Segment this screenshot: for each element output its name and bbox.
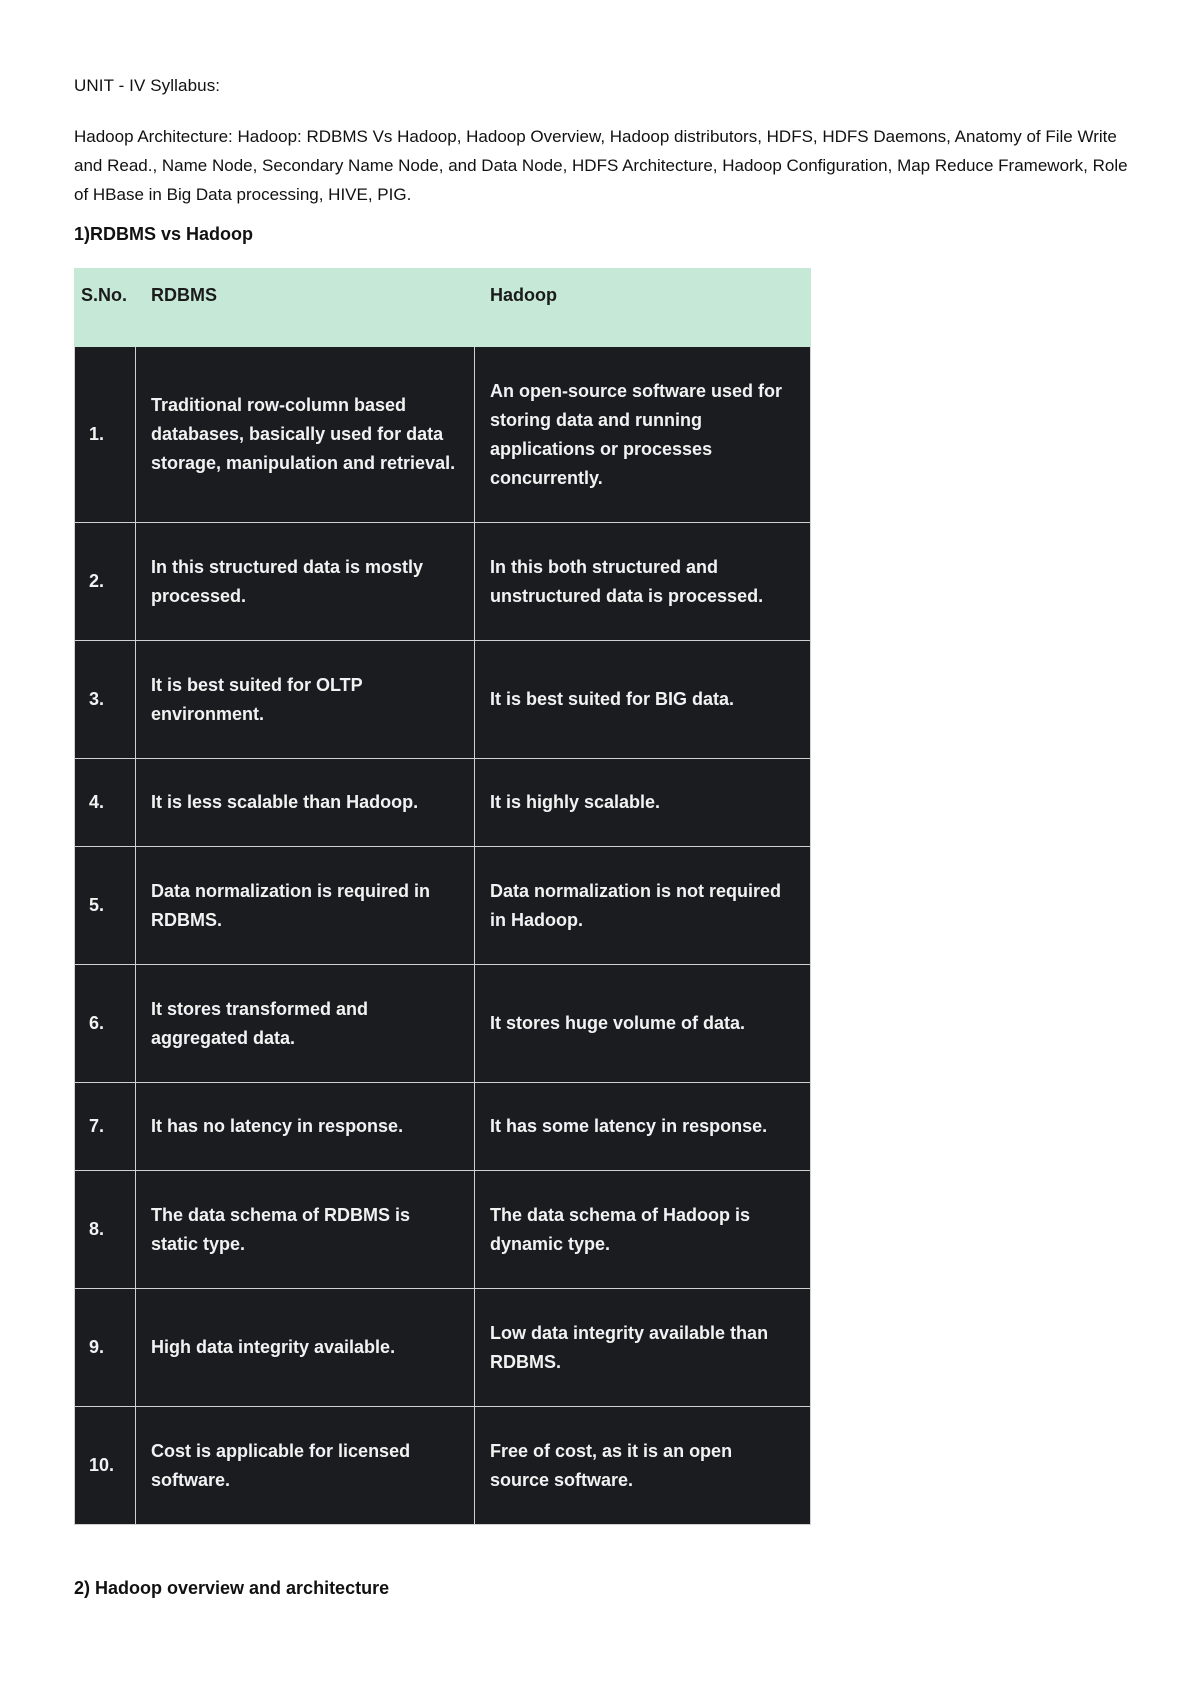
- cell-serial-number: 1.: [75, 347, 136, 523]
- cell-hadoop: It stores huge volume of data.: [475, 965, 811, 1083]
- cell-rdbms: It stores transformed and aggregated data.: [136, 965, 475, 1083]
- table-row: [75, 641, 811, 759]
- table-row: [75, 1171, 811, 1289]
- cell-serial-number: 7.: [75, 1083, 136, 1171]
- syllabus-paragraph: Hadoop Architecture: Hadoop: RDBMS Vs Hadoop, Hadoop Overview, Hadoop distributors, HDFS, HDFS Daemons, Anatomy of File Write and Read., Name Node, Secondary Name Node, and Data Node, HDFS Architecture, Hadoop Configuration, Map Reduce Framework, Role of HBase in Big Data processing, HIVE, PIG.: [74, 127, 1128, 204]
- cell-serial-number: 2.: [75, 523, 136, 641]
- cell-hadoop: Free of cost, as it is an open source software.: [475, 1407, 811, 1525]
- cell-rdbms: High data integrity available.: [136, 1289, 475, 1407]
- table-row: [75, 965, 811, 1083]
- cell-serial-number: 9.: [75, 1289, 136, 1407]
- cell-rdbms: It is best suited for OLTP environment.: [136, 641, 475, 759]
- section-heading-hadoop-overview: 2) Hadoop overview and architecture: [74, 1578, 390, 1598]
- cell-rdbms: Traditional row-column based databases, basically used for data storage, manipulation and retrieval.: [136, 347, 475, 523]
- header-rdbms: RDBMS: [136, 269, 475, 347]
- cell-serial-number: 5.: [75, 847, 136, 965]
- cell-hadoop: It is highly scalable.: [475, 759, 811, 847]
- table-row: [75, 347, 811, 523]
- table-row: [75, 759, 811, 847]
- header-serial-number: S.No.: [75, 269, 136, 347]
- cell-rdbms: Data normalization is required in RDBMS.: [136, 847, 475, 965]
- cell-rdbms: Cost is applicable for licensed software.: [136, 1407, 475, 1525]
- table-row: [75, 523, 811, 641]
- table-row: [75, 847, 811, 965]
- cell-serial-number: 8.: [75, 1171, 136, 1289]
- table-row: [75, 1289, 811, 1407]
- cell-serial-number: 4.: [75, 759, 136, 847]
- table-row: [75, 1083, 811, 1171]
- unit-heading: UNIT - IV Syllabus:: [74, 76, 221, 95]
- cell-rdbms: The data schema of RDBMS is static type.: [136, 1171, 475, 1289]
- header-hadoop: Hadoop: [475, 269, 811, 347]
- cell-hadoop: The data schema of Hadoop is dynamic type.: [475, 1171, 811, 1289]
- cell-serial-number: 6.: [75, 965, 136, 1083]
- table-header-row: [75, 269, 811, 347]
- comparison-table-container: [74, 268, 810, 1525]
- cell-hadoop: An open-source software used for storing data and running applications or processes concurrently.: [475, 347, 811, 523]
- cell-serial-number: 3.: [75, 641, 136, 759]
- table-row: [75, 1407, 811, 1525]
- cell-serial-number: 10.: [75, 1407, 136, 1525]
- cell-hadoop: In this both structured and unstructured data is processed.: [475, 523, 811, 641]
- cell-hadoop: It is best suited for BIG data.: [475, 641, 811, 759]
- comparison-table: [74, 268, 811, 1525]
- cell-hadoop: Data normalization is not required in Hadoop.: [475, 847, 811, 965]
- cell-hadoop: It has some latency in response.: [475, 1083, 811, 1171]
- section-heading-rdbms-vs-hadoop: 1)RDBMS vs Hadoop: [74, 224, 254, 244]
- cell-rdbms: It is less scalable than Hadoop.: [136, 759, 475, 847]
- cell-rdbms: In this structured data is mostly processed.: [136, 523, 475, 641]
- cell-rdbms: It has no latency in response.: [136, 1083, 475, 1171]
- cell-hadoop: Low data integrity available than RDBMS.: [475, 1289, 811, 1407]
